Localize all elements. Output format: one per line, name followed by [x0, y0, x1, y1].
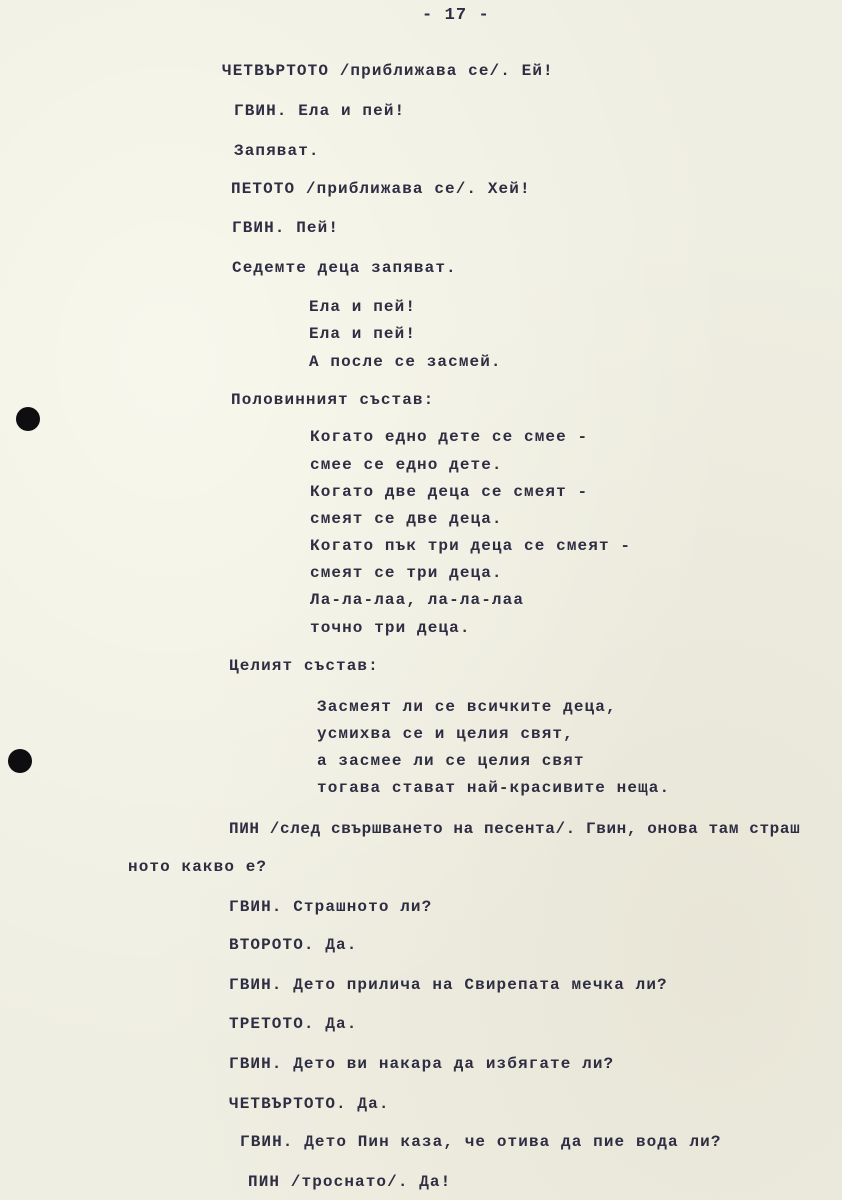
- page-number: - 17 -: [422, 6, 490, 25]
- script-line: ПИН /след свършването на песента/. Гвин, онова там страш: [229, 820, 801, 838]
- song-line: Ела и пей!: [309, 298, 417, 316]
- script-line: ГВИН. Дето прилича на Свирепата мечка ли?: [229, 976, 668, 994]
- stage-direction: Целият състав:: [229, 657, 379, 675]
- song-line: тогава стават най-красивите неща.: [317, 779, 671, 797]
- song-line: усмихва се и целия свят,: [317, 725, 574, 743]
- song-line: а засмее ли се целия свят: [317, 752, 585, 770]
- song-line: Засмеят ли се всичките деца,: [317, 698, 617, 716]
- song-line: А после се засмей.: [309, 353, 502, 371]
- script-line: ГВИН. Страшното ли?: [229, 898, 433, 916]
- stage-direction: Седемте деца запяват.: [232, 259, 457, 277]
- script-line: ВТОРОТО. Да.: [229, 936, 358, 954]
- song-line: смеят се три деца.: [310, 564, 503, 582]
- script-line: ГВИН. Пей!: [232, 219, 340, 237]
- script-line: ТРЕТОТО. Да.: [229, 1015, 358, 1033]
- song-line: точно три деца.: [310, 619, 471, 637]
- script-line: ГВИН. Дето ви накара да избягате ли?: [229, 1055, 615, 1073]
- script-line: ЧЕТВЪРТОТО /приближава се/. Ей!: [222, 62, 554, 80]
- song-line: Когато пък три деца се смеят -: [310, 537, 632, 555]
- song-line: смеят се две деца.: [310, 510, 503, 528]
- song-line: Ла-ла-лаа, ла-ла-лаа: [310, 591, 525, 609]
- punch-hole: [8, 749, 32, 773]
- song-line: Когато две деца се смеят -: [310, 483, 589, 501]
- script-line: ЧЕТВЪРТОТО. Да.: [229, 1095, 390, 1113]
- stage-direction: Половинният състав:: [231, 391, 435, 409]
- song-line: смее се едно дете.: [310, 456, 503, 474]
- song-line: Когато едно дете се смее -: [310, 428, 589, 446]
- punch-hole: [16, 407, 40, 431]
- script-line: ГВИН. Дето Пин каза, че отива да пие вода ли?: [240, 1133, 722, 1151]
- script-line: ното какво е?: [128, 858, 268, 876]
- script-line: ПИН /троснато/. Да!: [248, 1173, 452, 1191]
- script-line: ГВИН. Ела и пей!: [234, 102, 406, 120]
- stage-direction: Запяват.: [234, 142, 320, 160]
- song-line: Ела и пей!: [309, 325, 417, 343]
- script-line: ПЕТОТО /приближава се/. Хей!: [231, 180, 531, 198]
